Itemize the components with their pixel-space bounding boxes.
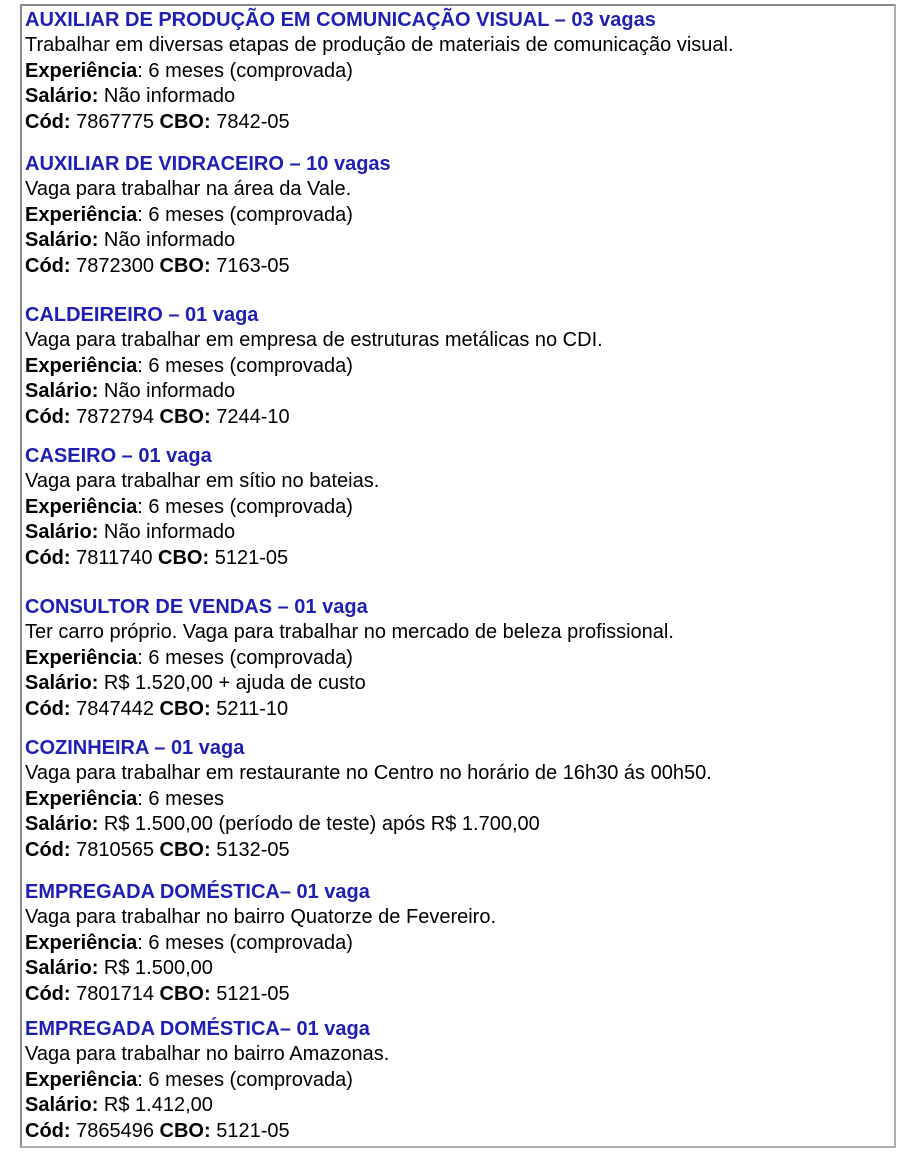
job-description: Vaga para trabalhar no bairro Quatorze de Fevereiro. bbox=[25, 906, 497, 929]
salary-value: Não informado bbox=[98, 229, 236, 252]
salary-value: Não informado bbox=[98, 85, 236, 108]
salary-label: Salário: bbox=[25, 813, 99, 836]
experience-label: Experiência bbox=[25, 354, 138, 377]
job-title: AUXILIAR DE VIDRACEIRO – 10 vagas bbox=[25, 153, 391, 175]
job-listing bbox=[25, 8, 885, 135]
salary-value: R$ 1.500,00 bbox=[98, 957, 213, 980]
job-description: Vaga para trabalhar em empresa de estruturas metálicas no CDI. bbox=[25, 329, 603, 352]
cbo-label: CBO: bbox=[159, 838, 211, 861]
salary-value: R$ 1.500,00 (período de teste) após R$ 1.700,00 bbox=[98, 813, 540, 836]
salary-label: Salário: bbox=[25, 957, 99, 980]
job-salary bbox=[25, 84, 885, 109]
code-label: Cód: bbox=[25, 254, 71, 277]
cbo-label: CBO: bbox=[159, 697, 211, 720]
job-description: Vaga para trabalhar em sítio no bateias. bbox=[25, 470, 380, 493]
job-title: CONSULTOR DE VENDAS – 01 vaga bbox=[25, 596, 368, 618]
salary-value: Não informado bbox=[98, 521, 236, 544]
job-codes bbox=[25, 1119, 885, 1144]
job-title: COZINHEIRA – 01 vaga bbox=[25, 737, 245, 759]
salary-label: Salário: bbox=[25, 1094, 99, 1117]
job-experience bbox=[25, 787, 885, 812]
code-value: 7865496 bbox=[70, 1119, 160, 1142]
code-value: 7811740 bbox=[70, 546, 159, 569]
code-label: Cód: bbox=[25, 546, 71, 569]
job-description: Vaga para trabalhar no bairro Amazonas. bbox=[25, 1043, 390, 1066]
experience-label: Experiência bbox=[25, 59, 138, 82]
cbo-value: 5121-05 bbox=[210, 1119, 290, 1142]
code-label: Cód: bbox=[25, 982, 71, 1005]
cbo-value: 5132-05 bbox=[210, 838, 290, 861]
job-experience bbox=[25, 354, 885, 379]
code-value: 7872794 bbox=[70, 405, 160, 428]
job-salary bbox=[25, 956, 885, 981]
job-salary bbox=[25, 379, 885, 404]
cbo-value: 5121-05 bbox=[210, 982, 290, 1005]
job-description: Ter carro próprio. Vaga para trabalhar no mercado de beleza profissional. bbox=[25, 621, 674, 644]
job-codes bbox=[25, 838, 885, 863]
cbo-label: CBO: bbox=[159, 254, 211, 277]
experience-value: : 6 meses (comprovada) bbox=[137, 1068, 353, 1091]
experience-value: : 6 meses (comprovada) bbox=[137, 646, 353, 669]
job-experience bbox=[25, 59, 885, 84]
job-listing bbox=[25, 736, 885, 863]
job-experience bbox=[25, 931, 885, 956]
job-salary bbox=[25, 812, 885, 837]
job-codes bbox=[25, 982, 885, 1007]
job-codes bbox=[25, 697, 885, 722]
experience-value: : 6 meses (comprovada) bbox=[137, 495, 353, 518]
code-value: 7872300 bbox=[70, 254, 160, 277]
experience-value: : 6 meses (comprovada) bbox=[137, 931, 353, 954]
salary-value: R$ 1.412,00 bbox=[98, 1094, 213, 1117]
cbo-label: CBO: bbox=[159, 405, 211, 428]
cbo-value: 7163-05 bbox=[210, 254, 290, 277]
salary-label: Salário: bbox=[25, 672, 99, 695]
experience-label: Experiência bbox=[25, 495, 138, 518]
salary-label: Salário: bbox=[25, 380, 99, 403]
salary-value: Não informado bbox=[98, 380, 236, 403]
code-value: 7810565 bbox=[70, 838, 160, 861]
experience-label: Experiência bbox=[25, 203, 138, 226]
job-codes bbox=[25, 546, 885, 571]
job-description: Vaga para trabalhar em restaurante no Centro no horário de 16h30 ás 00h50. bbox=[25, 762, 712, 785]
job-description: Trabalhar em diversas etapas de produção de materiais de comunicação visual. bbox=[25, 34, 734, 57]
cbo-label: CBO: bbox=[158, 546, 210, 569]
job-codes bbox=[25, 110, 885, 135]
job-title: CALDEIREIRO – 01 vaga bbox=[25, 304, 259, 326]
experience-value: : 6 meses bbox=[137, 787, 224, 810]
salary-label: Salário: bbox=[25, 521, 99, 544]
experience-label: Experiência bbox=[25, 1068, 138, 1091]
experience-label: Experiência bbox=[25, 931, 138, 954]
job-title: EMPREGADA DOMÉSTICA– 01 vaga bbox=[25, 1018, 370, 1040]
job-salary bbox=[25, 671, 885, 696]
job-codes bbox=[25, 254, 885, 279]
code-label: Cód: bbox=[25, 1119, 71, 1142]
job-experience bbox=[25, 646, 885, 671]
code-value: 7867775 bbox=[70, 110, 160, 133]
code-label: Cód: bbox=[25, 110, 71, 133]
salary-label: Salário: bbox=[25, 229, 99, 252]
job-codes bbox=[25, 405, 885, 430]
cbo-value: 5211-10 bbox=[210, 697, 289, 720]
cbo-label: CBO: bbox=[159, 1119, 211, 1142]
job-title: EMPREGADA DOMÉSTICA– 01 vaga bbox=[25, 881, 370, 903]
experience-label: Experiência bbox=[25, 646, 138, 669]
cbo-value: 7842-05 bbox=[210, 110, 290, 133]
job-listing bbox=[25, 303, 885, 430]
job-listing bbox=[25, 880, 885, 1007]
code-label: Cód: bbox=[25, 838, 71, 861]
job-description: Vaga para trabalhar na área da Vale. bbox=[25, 178, 352, 201]
cbo-label: CBO: bbox=[159, 110, 211, 133]
code-label: Cód: bbox=[25, 405, 71, 428]
salary-value: R$ 1.520,00 + ajuda de custo bbox=[98, 672, 366, 695]
code-label: Cód: bbox=[25, 697, 71, 720]
salary-label: Salário: bbox=[25, 85, 99, 108]
job-experience bbox=[25, 495, 885, 520]
job-salary bbox=[25, 520, 885, 545]
job-listing bbox=[25, 595, 885, 722]
cbo-value: 7244-10 bbox=[210, 405, 290, 428]
experience-value: : 6 meses (comprovada) bbox=[137, 354, 353, 377]
job-salary bbox=[25, 1093, 885, 1118]
job-experience bbox=[25, 203, 885, 228]
code-value: 7801714 bbox=[70, 982, 160, 1005]
job-listing bbox=[25, 444, 885, 571]
job-title: CASEIRO – 01 vaga bbox=[25, 445, 212, 467]
cbo-value: 5121-05 bbox=[209, 546, 289, 569]
code-value: 7847442 bbox=[70, 697, 160, 720]
job-title: AUXILIAR DE PRODUÇÃO EM COMUNICAÇÃO VISUAL – 03 vagas bbox=[25, 9, 656, 31]
job-salary bbox=[25, 228, 885, 253]
experience-value: : 6 meses (comprovada) bbox=[137, 203, 353, 226]
job-experience bbox=[25, 1068, 885, 1093]
job-listing bbox=[25, 152, 885, 279]
job-listing bbox=[25, 1017, 885, 1144]
cbo-label: CBO: bbox=[159, 982, 211, 1005]
experience-value: : 6 meses (comprovada) bbox=[137, 59, 353, 82]
experience-label: Experiência bbox=[25, 787, 138, 810]
